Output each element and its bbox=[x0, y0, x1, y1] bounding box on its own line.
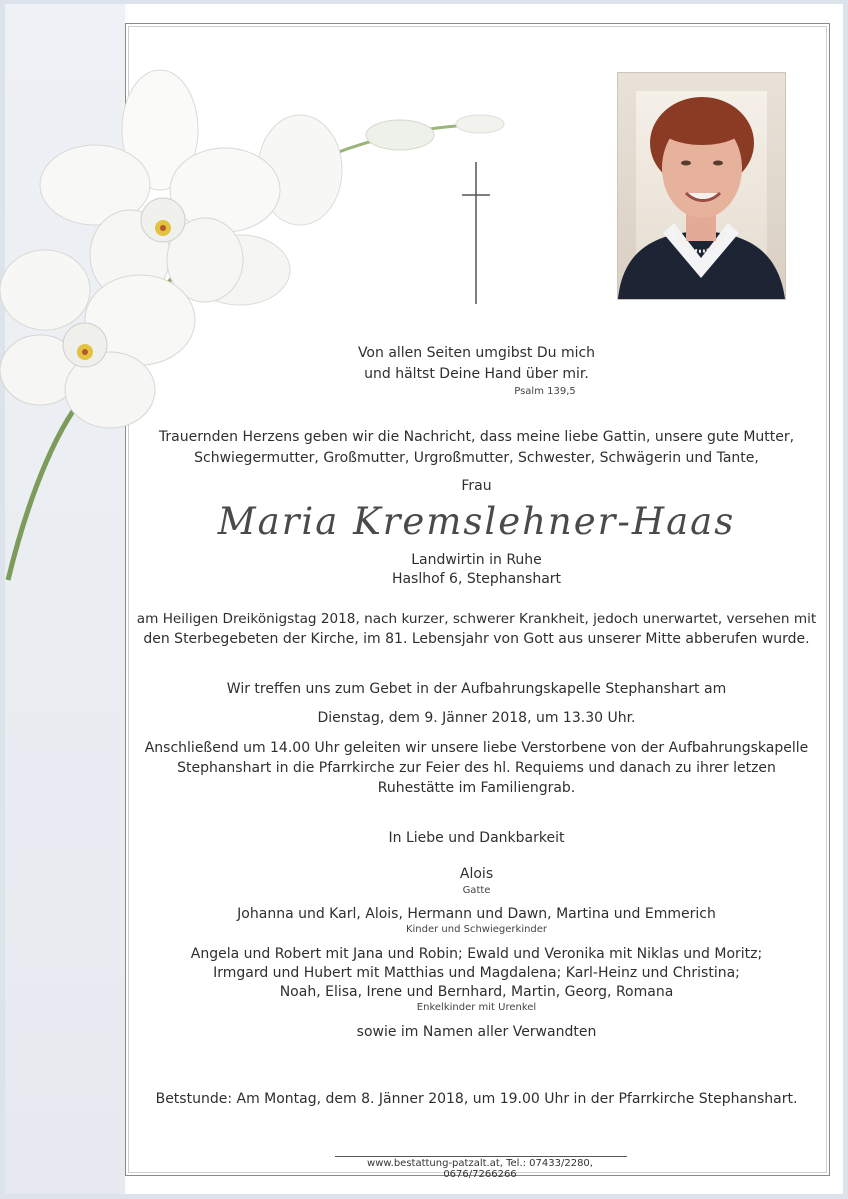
funeral-line-3: Ruhestätte im Familiengrab. bbox=[377, 780, 576, 796]
psalm-line-2: und hältst Deine Hand über mir. bbox=[364, 366, 589, 382]
psalm-reference: Psalm 139,5 bbox=[514, 386, 576, 397]
spouse-name: Alois bbox=[459, 866, 494, 882]
salutation: Frau bbox=[461, 478, 492, 494]
prayer-line-2: Dienstag, dem 9. Jänner 2018, um 13.30 Uhr. bbox=[317, 710, 636, 726]
portrait-photo bbox=[617, 72, 786, 300]
funeral-line-1: Anschließend um 14.00 Uhr geleiten wir unsere liebe Verstorbene von der Aufbahrungskapelle bbox=[144, 740, 809, 756]
prayer-line-1: Wir treffen uns zum Gebet in der Aufbahrungskapelle Stephanshart am bbox=[226, 681, 727, 697]
intro-line-2: Schwiegermutter, Großmutter, Urgroßmutter, Schwester, Schwägerin und Tante, bbox=[194, 450, 759, 466]
footer-divider bbox=[335, 1156, 627, 1157]
occupation: Landwirtin in Ruhe bbox=[411, 552, 542, 568]
cross-icon bbox=[462, 162, 490, 304]
psalm-line-1: Von allen Seiten umgibst Du mich bbox=[357, 345, 596, 361]
relatives: sowie im Namen aller Verwandten bbox=[356, 1024, 597, 1040]
death-notice-line-2: den Sterbegebeten der Kirche, im 81. Lebensjahr von Gott aus unserer Mitte abberufen wurde. bbox=[143, 631, 810, 647]
footer-contact: www.bestattung-patzalt.at, Tel.: 07433/2280, 0676/7266266 bbox=[367, 1158, 593, 1180]
death-notice-line-1: am Heiligen Dreikönigstag 2018, nach kurzer, schwerer Krankheit, jedoch unerwartet, versehen mit bbox=[136, 611, 817, 627]
intro-line-1: Trauernden Herzens geben wir die Nachricht, dass meine liebe Gattin, unsere gute Mutter, bbox=[158, 429, 795, 445]
closing-phrase: In Liebe und Dankbarkeit bbox=[388, 830, 565, 846]
grandchildren-label: Enkelkinder mit Urenkel bbox=[416, 1002, 537, 1013]
grandchildren-line-1: Angela und Robert mit Jana und Robin; Ewald und Veronika mit Niklas und Moritz; bbox=[190, 946, 763, 962]
deceased-name: Maria Kremslehner-Haas bbox=[217, 500, 736, 543]
address: Haslhof 6, Stephanshart bbox=[391, 571, 562, 587]
funeral-line-2: Stephanshart in die Pfarrkirche zur Feier des hl. Requiems und danach zu ihrer letzen bbox=[177, 760, 776, 776]
grandchildren-line-3: Noah, Elisa, Irene und Bernhard, Martin, Georg, Romana bbox=[279, 984, 674, 1000]
children-label: Kinder und Schwiegerkinder bbox=[405, 924, 548, 935]
children-names: Johanna und Karl, Alois, Hermann und Dawn, Martina und Emmerich bbox=[237, 906, 716, 922]
vigil-notice: Betstunde: Am Montag, dem 8. Jänner 2018, um 19.00 Uhr in der Pfarrkirche Stephanshart. bbox=[155, 1091, 798, 1107]
spouse-label: Gatte bbox=[462, 885, 491, 896]
grandchildren-line-2: Irmgard und Hubert mit Matthias und Magdalena; Karl-Heinz und Christina; bbox=[213, 965, 740, 981]
